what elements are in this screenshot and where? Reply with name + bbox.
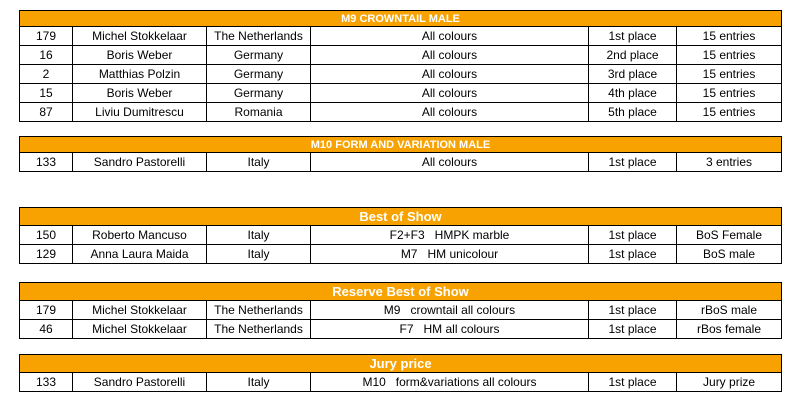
- placement: 4th place: [589, 84, 677, 103]
- entry-number: 15: [20, 84, 73, 103]
- entry-number: 87: [20, 103, 73, 122]
- table-row: [20, 320, 782, 339]
- entry-number: 129: [20, 245, 73, 264]
- results-table-jury-price: [19, 354, 782, 392]
- entry-count: 3 entries: [677, 153, 782, 172]
- breeder-name: Boris Weber: [73, 46, 207, 65]
- entry-number: 133: [20, 373, 73, 392]
- results-table-m9-crowntail-male: [19, 10, 782, 122]
- placement: 1st place: [589, 245, 677, 264]
- award: BoS Female: [677, 226, 782, 245]
- table-row: [20, 27, 782, 46]
- table-row: [20, 373, 782, 392]
- class-description: M9 crowntail all colours: [311, 301, 589, 320]
- table-row: [20, 46, 782, 65]
- award: rBoS male: [677, 301, 782, 320]
- country: The Netherlands: [207, 27, 311, 46]
- section-title: Jury price: [20, 355, 782, 373]
- placement: 1st place: [589, 373, 677, 392]
- placement: 2nd place: [589, 46, 677, 65]
- placement: 1st place: [589, 27, 677, 46]
- table-row: [20, 65, 782, 84]
- results-table-best-of-show: [19, 207, 782, 264]
- breeder-name: Michel Stokkelaar: [73, 301, 207, 320]
- country: The Netherlands: [207, 301, 311, 320]
- class-description: All colours: [311, 27, 589, 46]
- breeder-name: Sandro Pastorelli: [73, 153, 207, 172]
- class-description: All colours: [311, 153, 589, 172]
- entry-count: 15 entries: [677, 84, 782, 103]
- section-title: M9 CROWNTAIL MALE: [20, 11, 782, 27]
- country: Germany: [207, 65, 311, 84]
- results-table-m10-form-and-variation-male: [19, 136, 782, 172]
- class-description: M10 form&variations all colours: [311, 373, 589, 392]
- country: Italy: [207, 226, 311, 245]
- entry-count: 15 entries: [677, 103, 782, 122]
- country: Italy: [207, 373, 311, 392]
- placement: 1st place: [589, 226, 677, 245]
- table-row: [20, 103, 782, 122]
- class-description: All colours: [311, 46, 589, 65]
- country: Italy: [207, 153, 311, 172]
- country: Germany: [207, 84, 311, 103]
- award: BoS male: [677, 245, 782, 264]
- breeder-name: Matthias Polzin: [73, 65, 207, 84]
- entry-number: 150: [20, 226, 73, 245]
- class-description: All colours: [311, 65, 589, 84]
- breeder-name: Michel Stokkelaar: [73, 320, 207, 339]
- breeder-name: Roberto Mancuso: [73, 226, 207, 245]
- class-description: M7 HM unicolour: [311, 245, 589, 264]
- table-row: [20, 226, 782, 245]
- breeder-name: Boris Weber: [73, 84, 207, 103]
- results-table-reserve-best-of-show: [19, 282, 782, 339]
- placement: 1st place: [589, 153, 677, 172]
- entry-number: 46: [20, 320, 73, 339]
- breeder-name: Sandro Pastorelli: [73, 373, 207, 392]
- class-description: F2+F3 HMPK marble: [311, 226, 589, 245]
- table-row: [20, 301, 782, 320]
- entry-number: 179: [20, 27, 73, 46]
- placement: 5th place: [589, 103, 677, 122]
- entry-count: 15 entries: [677, 46, 782, 65]
- table-row: [20, 245, 782, 264]
- breeder-name: Michel Stokkelaar: [73, 27, 207, 46]
- placement: 3rd place: [589, 65, 677, 84]
- section-title: Best of Show: [20, 208, 782, 226]
- country: Germany: [207, 46, 311, 65]
- placement: 1st place: [589, 320, 677, 339]
- entry-number: 179: [20, 301, 73, 320]
- section-title: M10 FORM AND VARIATION MALE: [20, 137, 782, 153]
- entry-count: 15 entries: [677, 27, 782, 46]
- award: rBos female: [677, 320, 782, 339]
- entry-number: 2: [20, 65, 73, 84]
- award: Jury prize: [677, 373, 782, 392]
- placement: 1st place: [589, 301, 677, 320]
- country: Italy: [207, 245, 311, 264]
- class-description: F7 HM all colours: [311, 320, 589, 339]
- country: The Netherlands: [207, 320, 311, 339]
- class-description: All colours: [311, 84, 589, 103]
- table-row: [20, 153, 782, 172]
- class-description: All colours: [311, 103, 589, 122]
- breeder-name: Liviu Dumitrescu: [73, 103, 207, 122]
- entry-number: 16: [20, 46, 73, 65]
- entry-number: 133: [20, 153, 73, 172]
- section-title: Reserve Best of Show: [20, 283, 782, 301]
- table-row: [20, 84, 782, 103]
- breeder-name: Anna Laura Maida: [73, 245, 207, 264]
- country: Romania: [207, 103, 311, 122]
- entry-count: 15 entries: [677, 65, 782, 84]
